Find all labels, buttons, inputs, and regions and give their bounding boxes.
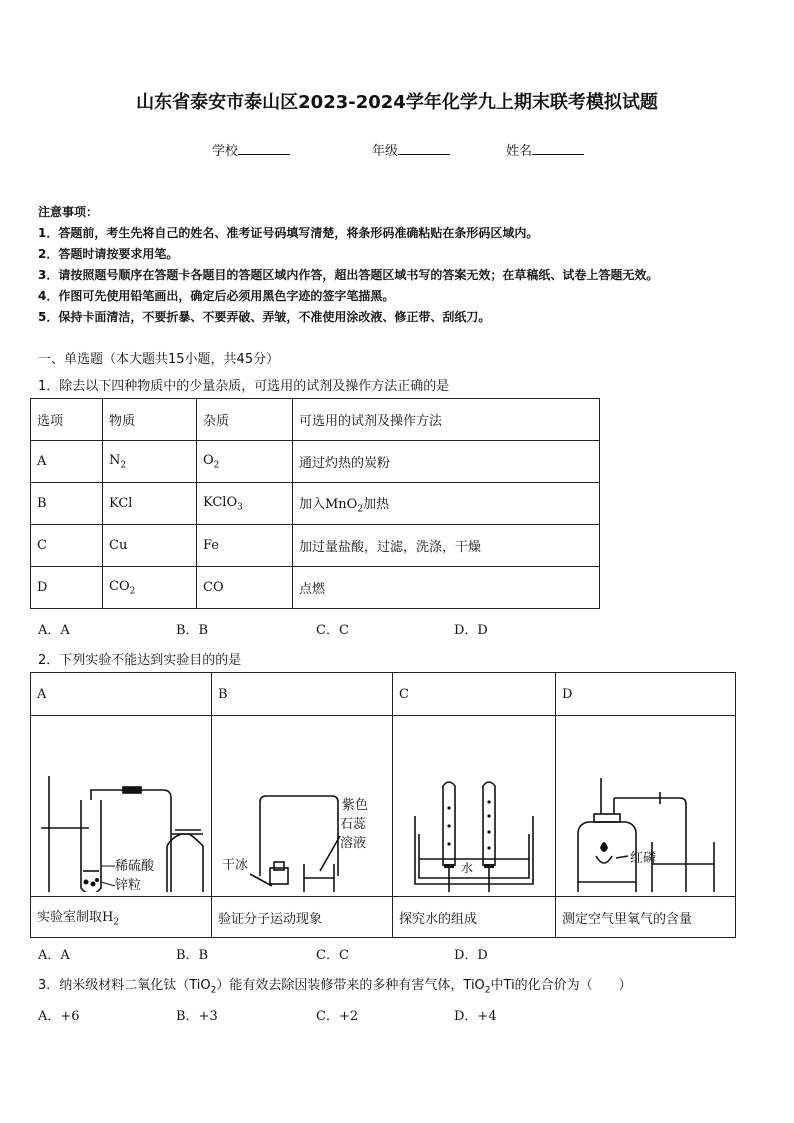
q1-table <box>30 398 600 609</box>
option-d[interactable]: D．D <box>454 948 488 963</box>
label-dilute-sulfuric-acid: 稀硫酸 <box>115 859 155 874</box>
school-field <box>212 140 290 159</box>
table-row <box>31 441 600 483</box>
diagram-b-cell <box>212 716 393 897</box>
label-dry-ice: 干冰 <box>222 858 249 873</box>
purpose-cell: 验证分子运动现象 <box>212 897 393 938</box>
option-a[interactable]: A．+6 <box>38 1009 80 1024</box>
q1-options <box>38 619 488 638</box>
purpose-row <box>31 897 736 938</box>
note-item: 4．作图可先使用铅笔画出，确定后必须用黑色字迹的签字笔描黑。 <box>38 289 395 303</box>
table-row <box>31 567 600 609</box>
option-cell: B <box>31 483 103 525</box>
diagram-c-cell <box>393 716 556 897</box>
option-cell: A <box>31 441 103 483</box>
label-litmus: 石蕊 <box>340 817 367 832</box>
diagram-row <box>31 716 736 897</box>
header-cell: D <box>556 673 736 716</box>
notes-heading: 注意事项： <box>38 205 99 219</box>
method-cell: 加过量盐酸，过滤，洗涤，干燥 <box>293 525 600 567</box>
note-item: 2．答题时请按要求用笔。 <box>38 247 179 261</box>
impurity-cell: KClO$_3$ <box>197 483 293 525</box>
table-header-row <box>31 399 600 441</box>
option-a[interactable]: A．A <box>38 948 70 963</box>
option-cell: D <box>31 567 103 609</box>
header-cell: A <box>31 673 212 716</box>
impurity-cell: Fe <box>197 525 293 567</box>
name-blank <box>532 142 584 155</box>
option-b[interactable]: B．B <box>176 623 209 638</box>
q2-options <box>38 944 488 963</box>
option-a[interactable]: A．A <box>38 623 70 638</box>
diagram-a-cell <box>31 716 212 897</box>
method-cell: 加入MnO$_2$加热 <box>293 483 600 525</box>
header-cell: 选项 <box>31 399 103 441</box>
table-header-row <box>31 673 736 716</box>
header-cell: 物质 <box>103 399 197 441</box>
purpose-cell: 实验室制取$H_2$ <box>31 897 212 938</box>
page-title: 山东省泰安市泰山区2023-2024学年化学九上期末联考模拟试题 <box>136 92 658 113</box>
label-water: 水 <box>461 861 474 875</box>
section-heading: 一、单选题（本大题共15小题，共45分） <box>38 352 280 367</box>
purpose-cell: 测定空气里氧气的含量 <box>556 897 736 938</box>
option-b[interactable]: B．+3 <box>176 1009 218 1024</box>
table-row <box>31 525 600 567</box>
grade-field <box>372 140 450 159</box>
option-c[interactable]: C．C <box>316 623 349 638</box>
diagram-d-cell <box>556 716 736 897</box>
q2-table <box>30 672 736 938</box>
table-row <box>31 483 600 525</box>
substance-cell: Cu <box>103 525 197 567</box>
method-cell: 通过灼热的炭粉 <box>293 441 600 483</box>
substance-cell: $N_2$ <box>103 441 197 483</box>
label-solution: 溶液 <box>340 836 367 851</box>
option-c[interactable]: C．C <box>316 948 349 963</box>
oxygen-content-diagram <box>556 716 735 892</box>
label-red-phosphorus: 红磷 <box>630 851 657 866</box>
name-field <box>506 140 584 159</box>
header-cell: C <box>393 673 556 716</box>
label-purple: 紫色 <box>342 798 369 813</box>
q2-stem: 2．下列实验不能达到实验目的的是 <box>38 653 242 668</box>
school-blank <box>238 142 290 155</box>
label-zinc: 锌粒 <box>115 878 142 892</box>
purpose-cell: 探究水的组成 <box>393 897 556 938</box>
substance-cell: KCl <box>103 483 197 525</box>
option-c[interactable]: C．+2 <box>316 1009 359 1024</box>
note-item: 1．答题前，考生先将自己的姓名、准考证号码填写清楚，将条形码准确粘贴在条形码区域内。 <box>38 226 539 240</box>
electrolysis-diagram <box>393 716 555 892</box>
method-cell: 点燃 <box>293 567 600 609</box>
header-cell: B <box>212 673 393 716</box>
option-d[interactable]: D．+4 <box>454 1009 497 1024</box>
q1-stem: 1．除去以下四种物质中的少量杂质，可选用的试剂及操作方法正确的是 <box>38 379 450 394</box>
note-item: 5．保持卡面清洁，不要折暴、不要弄破、弄皱，不准使用涂改液、修正带、刮纸刀。 <box>38 310 491 324</box>
option-d[interactable]: D．D <box>454 623 488 638</box>
grade-blank <box>398 142 450 155</box>
header-cell: 可选用的试剂及操作方法 <box>293 399 600 441</box>
impurity-cell: CO <box>197 567 293 609</box>
hydrogen-apparatus-diagram <box>31 716 211 892</box>
q3-options <box>38 1005 497 1024</box>
name-label: 姓名 <box>506 144 533 159</box>
header-cell: 杂质 <box>197 399 293 441</box>
substance-cell: $CO_2$ <box>103 567 197 609</box>
grade-label: 年级 <box>372 144 399 159</box>
q3-stem: 3．纳米级材料二氧化钛（TiO$_2$）能有效去除因装修带来的多种有害气体，TiO$_2$中Ti的化合价为（ ） <box>38 978 632 996</box>
note-item: 3．请按照题号顺序在答题卡各题目的答题区域内作答，超出答题区域书写的答案无效；在草稿纸、试卷上答题无效。 <box>38 268 659 282</box>
school-label: 学校 <box>212 144 239 159</box>
option-b[interactable]: B．B <box>176 948 209 963</box>
option-cell: C <box>31 525 103 567</box>
molecule-motion-diagram <box>212 716 392 892</box>
impurity-cell: $O_2$ <box>197 441 293 483</box>
